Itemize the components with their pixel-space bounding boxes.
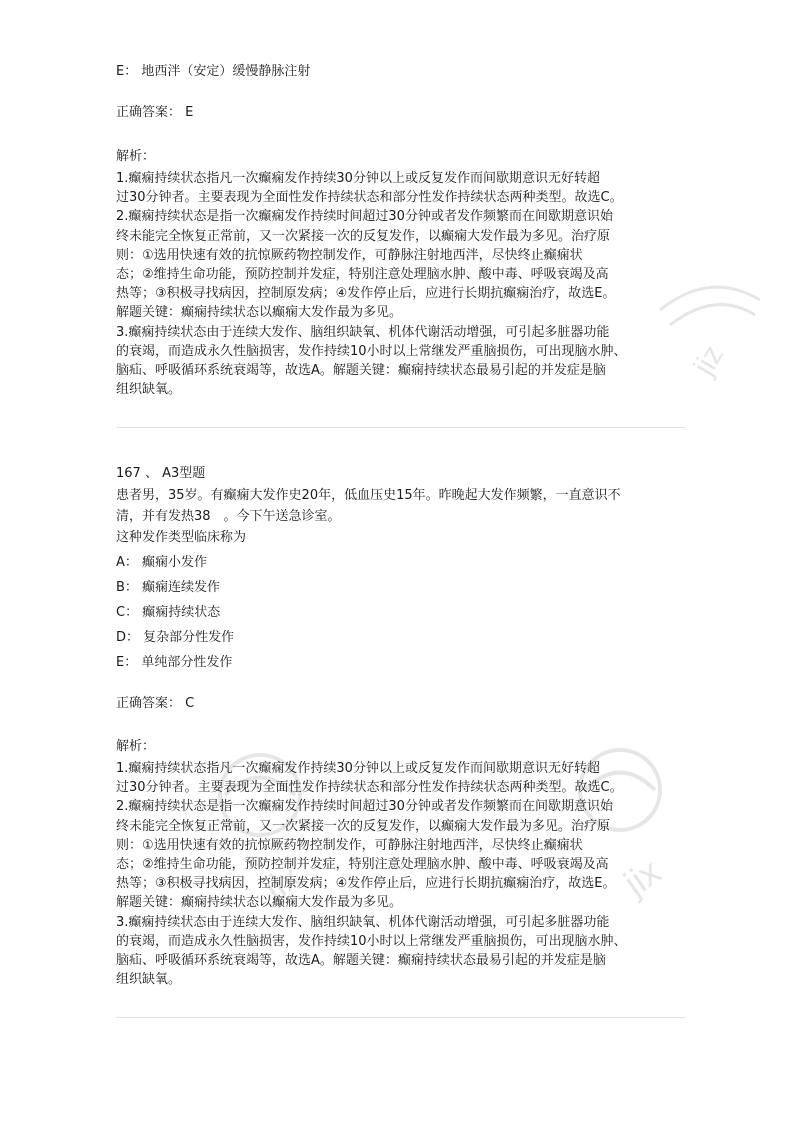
analysis-line: 热等；③积极寻找病因，控制原发病；④发作停止后，应进行长期抗癫痫治疗，故选E。 bbox=[116, 876, 616, 892]
analysis-line: 态；②维持生命功能，预防控制并发症，特别注意处理脑水肿、酸中毒、呼吸衰竭及高 bbox=[116, 857, 609, 873]
analysis-line: 1.癫痫持续状态指凡一次癫痫发作持续30分钟以上或反复发作而间歇期意识无好转超 bbox=[116, 171, 600, 186]
analysis-line: 过30分钟者。主要表现为全面性发作持续状态和部分性发作持续状态两种类型。故选C。 bbox=[116, 780, 623, 796]
q167-question: 这种发作类型临床称为 bbox=[116, 530, 247, 545]
q167-option-a: A： 癫痫小发作 bbox=[116, 555, 208, 570]
q167-analysis bbox=[116, 759, 686, 989]
analysis-line: 终未能完全恢复正常前，又一次紧接一次的反复发作，以癫痫大发作最为多见。治疗原 bbox=[116, 818, 611, 834]
analysis-line: 则：①选用快速有效的抗惊厥药物控制发作，可静脉注射地西泮，尽快终止癫痫状 bbox=[116, 247, 583, 263]
q166-correct-answer: 正确答案： E bbox=[116, 105, 194, 120]
q167-analysis-label: 解析： bbox=[116, 739, 156, 754]
svg-text:jix: jix bbox=[256, 855, 308, 909]
analysis-line: 2.癫痫持续状态是指一次癫痫发作持续时间超过30分钟或者发作频繁而在间歇期意识始 bbox=[116, 209, 613, 225]
svg-text:jiz: jiz bbox=[687, 339, 731, 381]
q166-option-e: E： 地西泮（安定）缓慢静脉注射 bbox=[116, 64, 311, 79]
analysis-line: 3.癫痫持续状态由于连续大发作、脑组织缺氧、机体代谢活动增强，可引起多脏器功能 bbox=[116, 324, 610, 340]
q166-analysis-label: 解析： bbox=[116, 149, 156, 164]
analysis-line: 3.癫痫持续状态由于连续大发作、脑组织缺氧、机体代谢活动增强，可引起多脏器功能 bbox=[116, 914, 610, 930]
section-divider bbox=[116, 1017, 686, 1018]
analysis-line: 组织缺氧。 bbox=[116, 382, 182, 398]
analysis-line: 脑疝、呼吸循环系统衰竭等，故选A。解题关键：癫痫持续状态最易引起的并发症是脑 bbox=[116, 363, 606, 379]
analysis-line: 2.癫痫持续状态是指一次癫痫发作持续时间超过30分钟或者发作频繁而在间歇期意识始 bbox=[116, 799, 613, 815]
q167-correct-answer: 正确答案： C bbox=[116, 696, 195, 711]
q167-option-d: D： 复杂部分性发作 bbox=[116, 630, 235, 645]
q166-analysis bbox=[116, 169, 686, 399]
analysis-line: 解题关键：癫痫持续状态以癫痫大发作最为多见。 bbox=[116, 305, 403, 321]
analysis-line: 1.癫痫持续状态指凡一次癫痫发作持续30分钟以上或反复发作而间歇期意识无好转超 bbox=[116, 761, 600, 776]
analysis-line: 解题关键：癫痫持续状态以癫痫大发作最为多见。 bbox=[116, 895, 403, 911]
analysis-line: 则：①选用快速有效的抗惊厥药物控制发作，可静脉注射地西泮，尽快终止癫痫状 bbox=[116, 837, 583, 853]
analysis-line: 的衰竭，而造成永久性脑损害，发作持续10小时以上常继发严重脑损伤，可出现脑水肿、 bbox=[116, 343, 627, 359]
analysis-line: 终未能完全恢复正常前，又一次紧接一次的反复发作，以癫痫大发作最为多见。治疗原 bbox=[116, 228, 611, 244]
analysis-line: 态；②维持生命功能，预防控制并发症，特别注意处理脑水肿、酸中毒、呼吸衰竭及高 bbox=[116, 267, 609, 283]
analysis-line: 热等；③积极寻找病因，控制原发病；④发作停止后，应进行长期抗癫痫治疗，故选E。 bbox=[116, 286, 616, 302]
analysis-line: 过30分钟者。主要表现为全面性发作持续状态和部分性发作持续状态两种类型。故选C。 bbox=[116, 190, 623, 206]
q167-option-b: B： 癫痫连续发作 bbox=[116, 580, 221, 595]
q167-stem-line1: 患者男，35岁。有癫痫大发作史20年，低血压史15年。昨晚起大发作频繁，一直意识不 bbox=[116, 488, 621, 503]
q167-stem-line2: 清，并有发热38 。今下午送急诊室。 bbox=[116, 509, 341, 524]
q167-option-c: C： 癫痫持续状态 bbox=[116, 605, 221, 620]
analysis-line: 的衰竭，而造成永久性脑损害，发作持续10小时以上常继发严重脑损伤，可出现脑水肿、 bbox=[116, 933, 627, 949]
analysis-line: 脑疝、呼吸循环系统衰竭等，故选A。解题关键：癫痫持续状态最易引起的并发症是脑 bbox=[116, 953, 606, 969]
section-divider bbox=[116, 427, 686, 428]
svg-text:jix: jix bbox=[616, 850, 668, 904]
q167-number: 167 、 A3型题 bbox=[116, 466, 206, 481]
q167-option-e: E： 单纯部分性发作 bbox=[116, 655, 233, 670]
analysis-line: 组织缺氧。 bbox=[116, 972, 182, 988]
